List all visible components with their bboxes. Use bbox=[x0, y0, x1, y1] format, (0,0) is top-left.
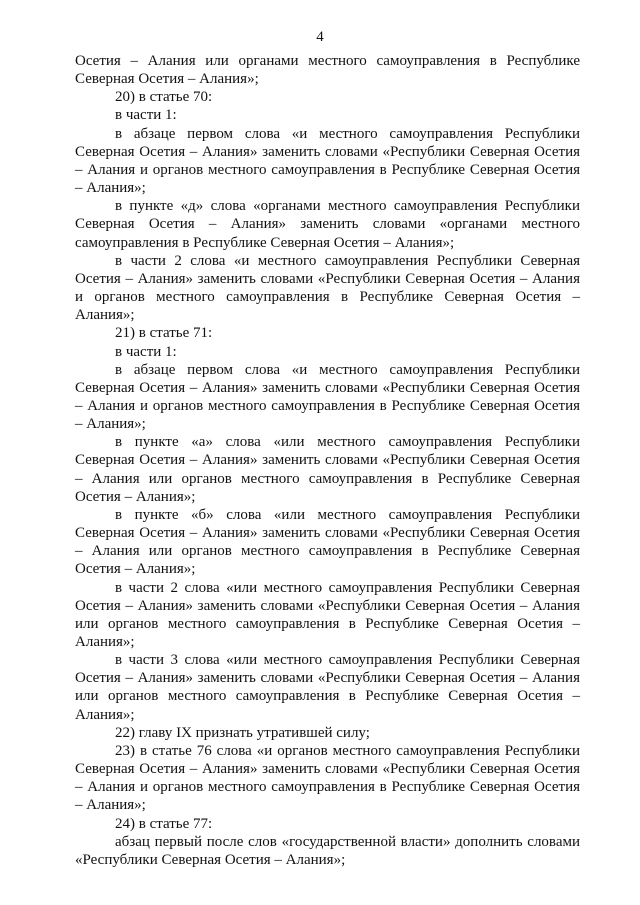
paragraph: 24) в статье 77: bbox=[115, 815, 213, 832]
paragraph: в абзаце первом слова «и местного самоуправления Республики Северная Осетия – Алания» заменить словами «Республики Северная Осетия – Алания и органов местного самоуправления в Республике Северная Осетия – Алания»; bbox=[75, 361, 580, 433]
paragraph: в абзаце первом слова «и местного самоуправления Республики Северная Осетия – Алания» заменить словами «Республики Северная Осетия – Алания и органов местного самоуправления в Республике Северная Осетия – Алания»; bbox=[75, 125, 580, 197]
paragraph: 22) главу IX признать утратившей силу; bbox=[115, 724, 370, 741]
page-number: 4 bbox=[316, 29, 324, 45]
paragraph: в пункте «а» слова «или местного самоуправления Республики Северная Осетия – Алания» заменить словами «Республики Северная Осетия – Алания или органов местного самоуправления в Республике Северная Осетия – Алания»; bbox=[75, 434, 580, 505]
paragraph: 20) в статье 70: bbox=[115, 89, 213, 106]
paragraph: абзац первый после слов «государственной власти» дополнить словами «Республики Северная Осетия – Алания»; bbox=[75, 833, 580, 868]
paragraph: в части 1: bbox=[115, 343, 177, 360]
paragraph: в части 3 слова «или местного самоуправления Республики Северная Осетия – Алания» заменить словами «Республики Северная Осетия – Алания или органов местного самоуправления в Республике Северная Осетия – Алания»; bbox=[75, 652, 580, 723]
paragraph: в части 2 слова «и местного самоуправления Республики Северная Осетия – Алания» заменить словами «Республики Северная Осетия – Алания и органов местного самоуправления в Республике Северная Осетия – Алания»; bbox=[75, 252, 580, 324]
paragraph: 21) в статье 71: bbox=[115, 325, 213, 342]
paragraph: в пункте «б» слова «или местного самоуправления Республики Северная Осетия – Алания» заменить словами «Республики Северная Осетия – Алания или органов местного самоуправления в Республике Северная Осетия – Алания»; bbox=[75, 506, 580, 578]
paragraph: 23) в статье 76 слова «и органов местного самоуправления Республики Северная Осетия – Алания» заменить словами «Республики Северная Осетия – Алания и органов местного самоуправления в Республике Северная Осетия – Алания»; bbox=[75, 742, 580, 814]
paragraph: в части 1: bbox=[115, 107, 177, 124]
paragraph: в пункте «д» слова «органами местного самоуправления Республики Северная Осетия – Алания» заменить словами «органами местного самоуправления в Республике Северная Осетия – Алания»; bbox=[75, 198, 580, 251]
paragraph: Осетия – Алания или органами местного самоуправления в Республике Северная Осетия – Алания»; bbox=[75, 53, 580, 88]
paragraph: в части 2 слова «или местного самоуправления Республики Северная Осетия – Алания» заменить словами «Республики Северная Осетия – Алания или органов местного самоуправления в Республике Северная Осетия – Алания»; bbox=[75, 579, 580, 650]
document-body bbox=[75, 52, 580, 869]
